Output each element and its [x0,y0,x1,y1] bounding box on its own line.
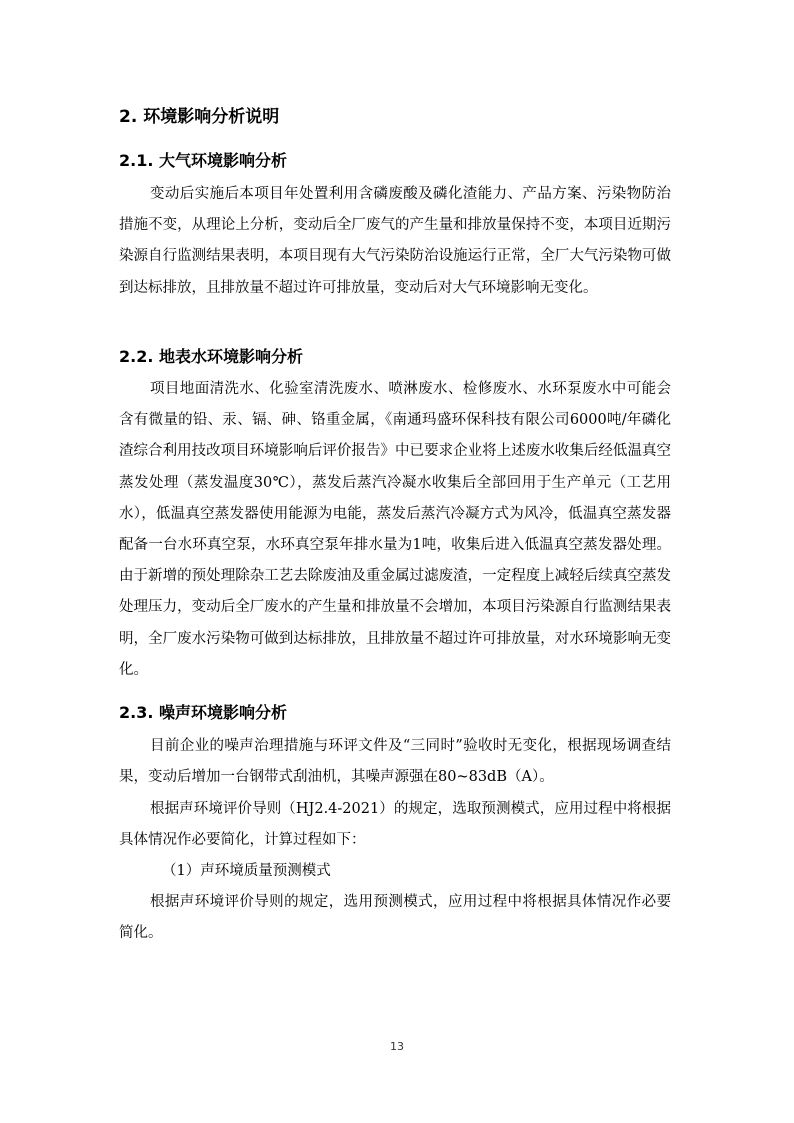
page-number: 13 [390,1040,404,1053]
paragraph-noise-2: 根据声环境评价导则（HJ2.4-2021）的规定，选取预测模式，应用过程中将根据具体情况作必要简化，计算过程如下： [119,801,671,849]
list-item-prediction-model: （1）声环境质量预测模式 [162,863,331,879]
subsection-heading-surface-water: 2.2. 地表水环境影响分析 [119,347,303,366]
paragraph-air: 变动后实施后本项目年处置利用含磷废酸及磷化渣能力、产品方案、污染物防治措施不变，从理论上分析，变动后全厂废气的产生量和排放量保持不变，本项目近期污染源自行监测结果表明，本项目现有大气污染防治设施运行正常，全厂大气污染物可做到达标排放，且排放量不超过许可排放量，变动后对大气环境影响无变化。 [119,186,671,296]
subsection-heading-air: 2.1. 大气环境影响分析 [119,151,287,170]
paragraph-surface-water: 项目地面清洗水、化验室清洗废水、喷淋废水、检修废水、水环泵废水中可能会含有微量的铅、汞、镉、砷、铬重金属，《南通玛盛环保科技有限公司6000吨/年磷化渣综合利用技改项目环境影响后评价报告》中已要求企业将上述废水收集后经低温真空蒸发处理（蒸发温度30℃），蒸发后蒸汽冷凝水收集后全部回用于生产单元（工艺用水），低温真空蒸发器使用能源为电能，蒸发后蒸汽冷凝方式为风冷，低温真空蒸发器配备一台水环真空泵，水环真空泵年排水量为1吨，收集后进入低温真空蒸发器处理。由于新增的预处理除杂工艺去除废油及重金属过滤废渣，一定程度上减轻后续真空蒸发处理压力，变动后全厂废水的产生量和排放量不会增加，本项目污染源自行监测结果表明，全厂废水污染物可做到达标排放，且排放量不超过许可排放量，对水环境影响无变化。 [119,381,671,678]
section-heading: 2. 环境影响分析说明 [119,107,280,127]
paragraph-noise-3: 根据声环境评价导则的规定，选用预测模式，应用过程中将根据具体情况作必要简化。 [119,894,671,942]
paragraph-noise-1: 目前企业的噪声治理措施与环评文件及“三同时”验收时无变化，根据现场调查结果，变动后增加一台钢带式刮油机，其噪声源强在80~83dB（A）。 [119,738,671,786]
subsection-heading-noise: 2.3. 噪声环境影响分析 [119,703,287,722]
